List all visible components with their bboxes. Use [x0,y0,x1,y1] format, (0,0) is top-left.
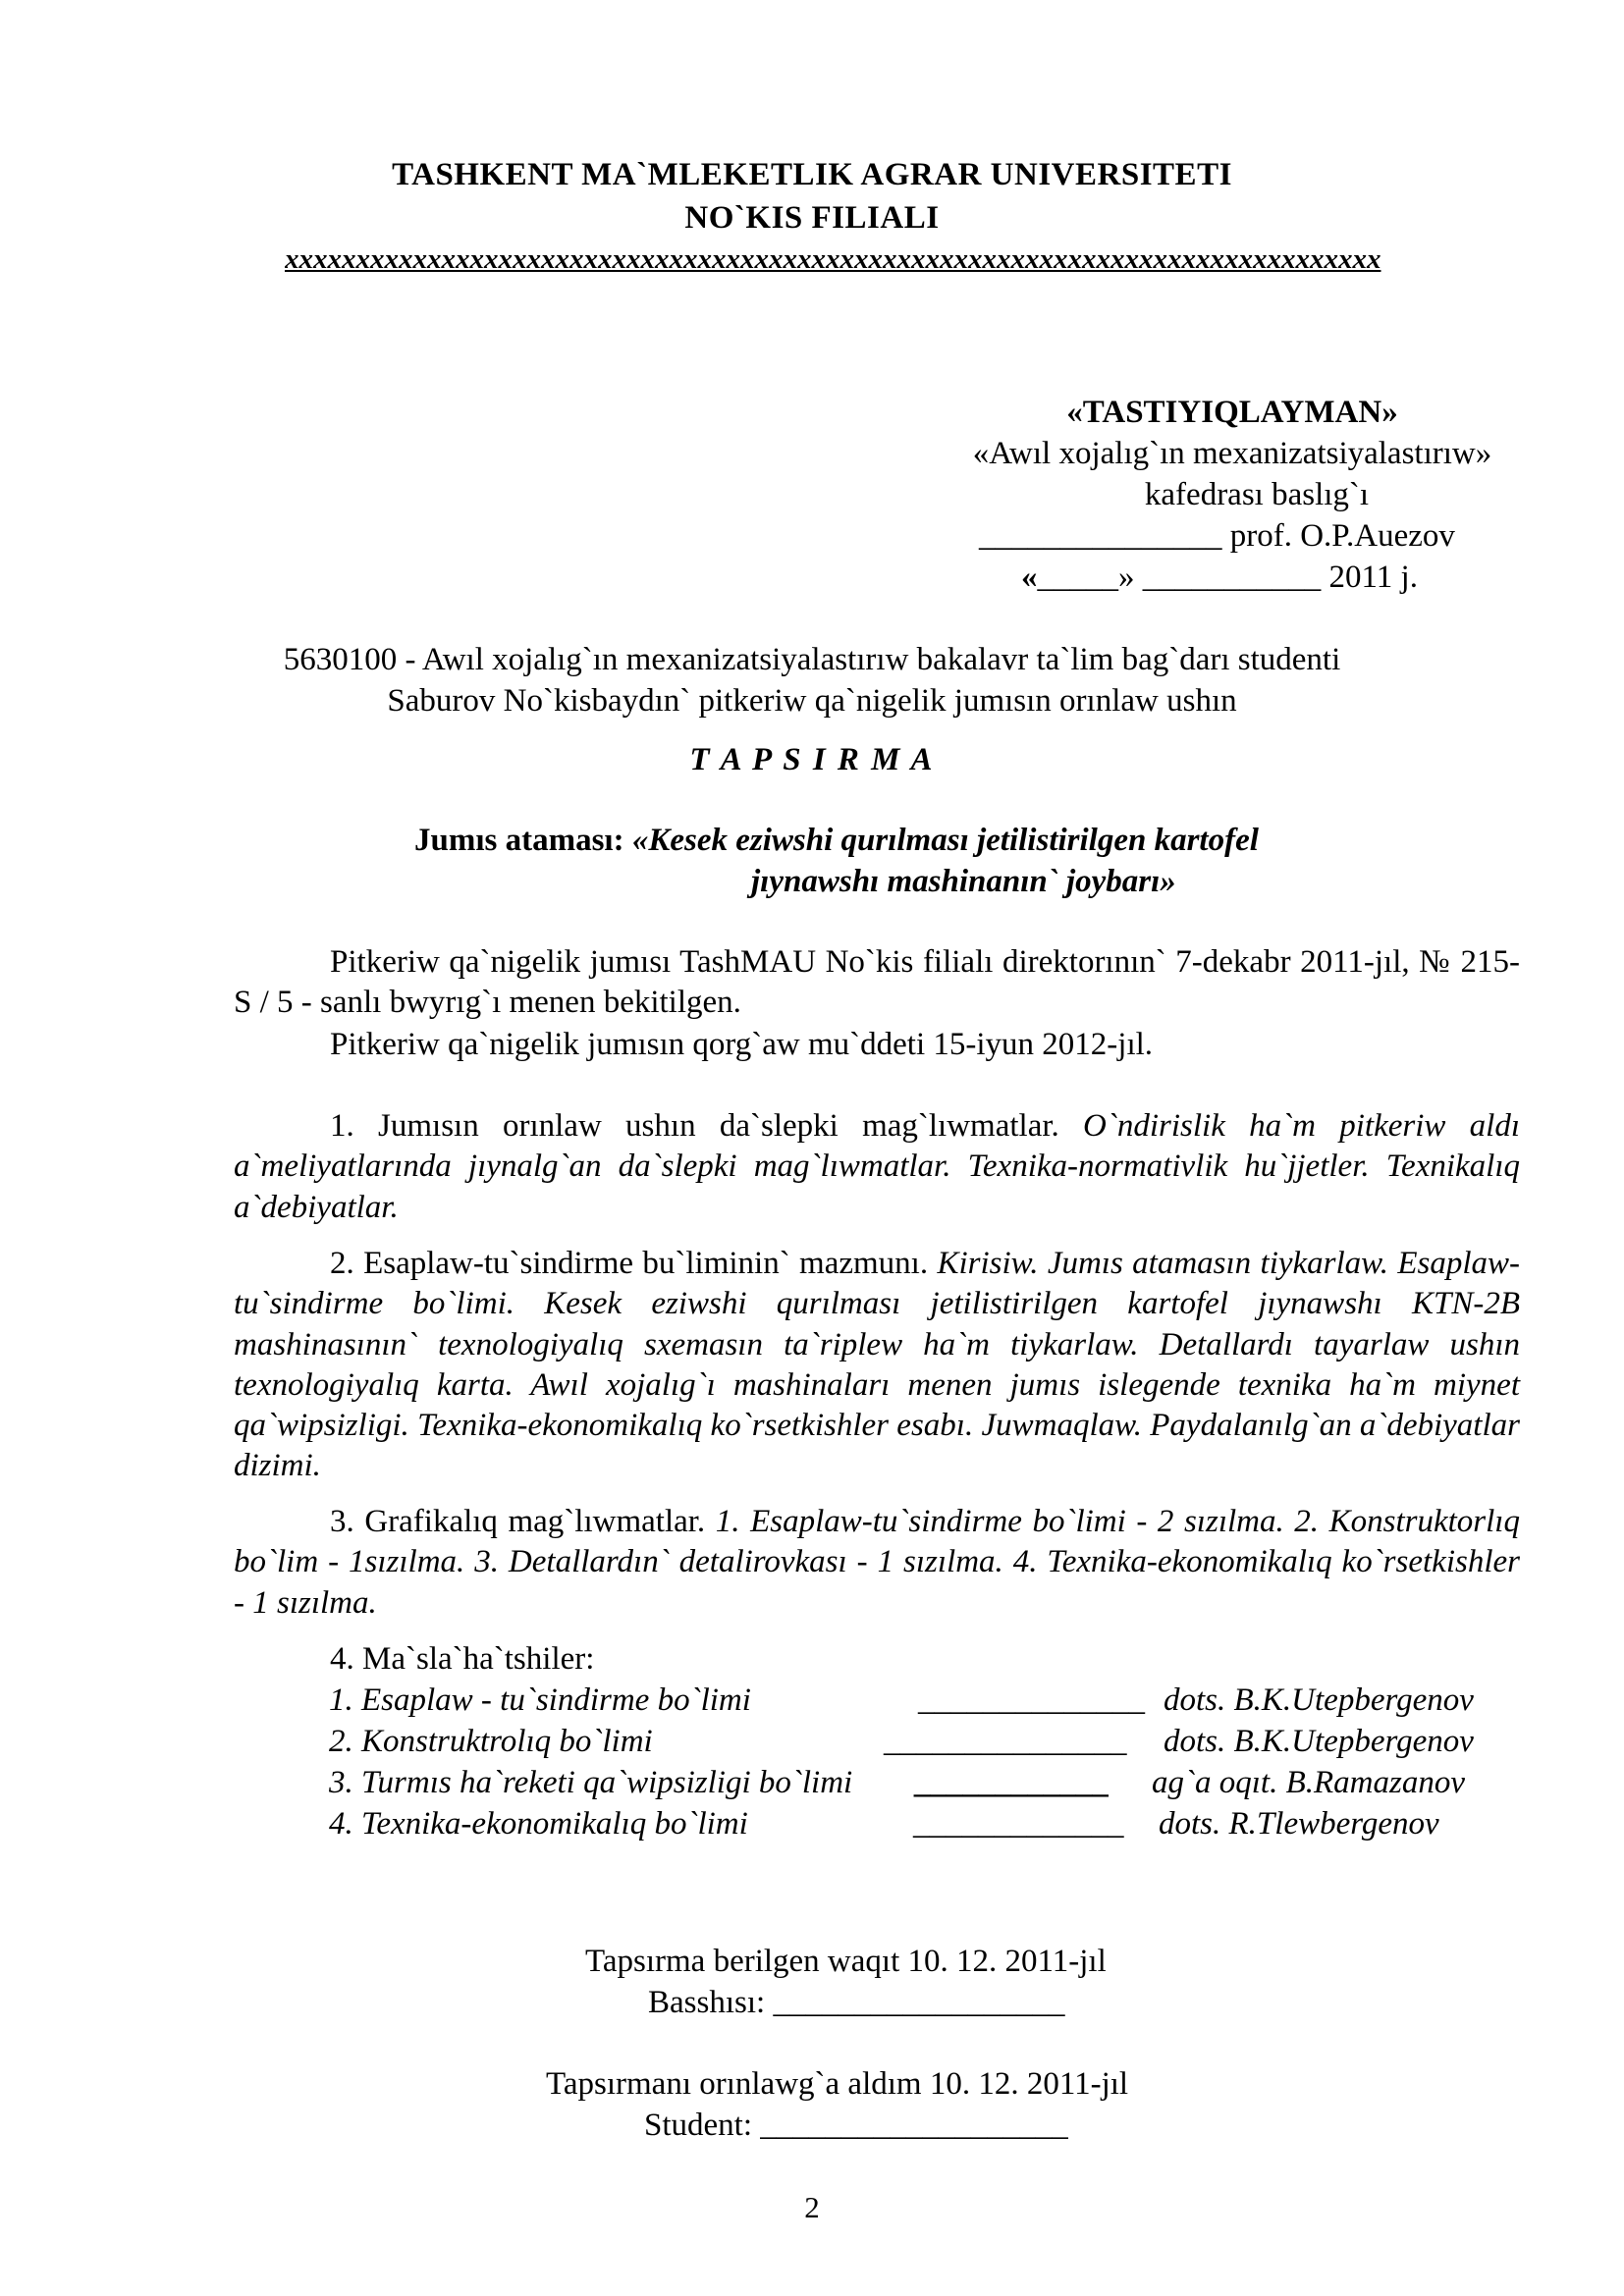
section-lead: 3. Grafikalıq mag`lıwmatlar. [330,1504,716,1539]
supervisor-signature: Basshısı: __________________ [648,1985,1065,2020]
approval-date-text: _____» ___________ 2011 j. [1037,560,1418,595]
section-body: 1. Esaplaw-tu`sindirme bo`limi - 2 sızılma. 2. Konstruktorlıq bo`lim - 1sızılma. 3. Detallardın` detalirovkası - 1 sızılma. 4. Texnika-ekonomikalıq ko`rsetkishler - 1 sızılma. [234,1504,1520,1621]
page-number: 2 [804,2190,820,2224]
consultant-part: 3. Turmıs ha`reketi qa`wipsizligi bo`limi [329,1765,853,1800]
consultant-signature-line: ______________ [918,1682,1145,1718]
consultant-name: dots. B.K.Utepbergenov [1164,1682,1474,1718]
approval-department: «Awıl xojalıg`ın mexanizatsiyalastırıw» [972,436,1492,471]
section-graphics [234,1502,1520,1624]
intro-line-2: Saburov No`kisbaydın` pitkeriw qa`nigelik jumısın orınlaw ushın [387,683,1237,719]
section-body: Kirisiw. Jumıs atamasın tiykarlaw. Esaplaw-tu`sindirme bo`limi. Kesek eziwshi qurılması jetilistirilgen kartofel jıynawshı KTN-2B mashinasının` texnologiyalıq sxemasın ta`riplew ha`m tiykarlaw. Detallardı tayarlaw ushın texnologiyalıq karta. Awıl xojalıg`ı mashinaları menen jumıs islegende texnika ha`m miynet qa`wipsizligi. Texnika-ekonomikalıq ko`rsetkishler esabı. Juwmaqlaw. Paydalanılg`an a`debiyatlar dizimi. [234,1246,1520,1484]
consultant-part: 4. Texnika-ekonomikalıq bo`limi [329,1806,748,1842]
approval-signature: _______________ prof. O.P.Auezov [979,518,1455,554]
section-lead: 2. Esaplaw-tu`sindirme bu`liminin` mazmunı. [330,1246,938,1281]
consultant-name: ag`a oqıt. B.Ramazanov [1152,1765,1465,1800]
student-signature: Student: ___________________ [644,2108,1068,2143]
section-contents [234,1244,1520,1487]
consultant-row [329,1804,1522,1845]
consultant-name: dots. B.K.Utepbergenov [1164,1724,1474,1759]
consultant-name: dots. R.Tlewbergenov [1159,1806,1439,1842]
consultants-heading: 4. Ma`sla`ha`tshiler: [330,1641,595,1677]
approval-date [1021,558,1418,598]
section-initial-data [234,1106,1520,1228]
task-accepted-date: Tapsırmanı orınlawg`a aldım 10. 12. 2011-jıl [546,2066,1129,2102]
work-title-value-continued: jıynawshı mashinanın` joybarı» [751,864,1176,899]
intro-line-1: 5630100 - Awıl xojalıg`ın mexanizatsiyalastırıw bakalavr ta`lim bag`darı studenti [283,642,1341,677]
deadline-text: Pitkeriw qa`nigelik jumısın qorg`aw mu`ddeti 15-iyun 2012-jıl. [330,1027,1154,1062]
task-given-date: Tapsırma berilgen waqıt 10. 12. 2011-jıl [585,1944,1107,1979]
header-divider: xxxxxxxxxxxxxxxxxxxxxxxxxxxxxxxxxxxxxxxxxxxxxxxxxxxxxxxxxxxxxxxxxxxxxxxxxxxxx [285,243,1381,275]
consultant-part: 2. Konstruktrolıq bo`limi [329,1724,653,1759]
consultant-signature-line: ____________ [916,1765,1110,1800]
document-title: T A P S I R M A [689,742,935,777]
work-title [414,821,1259,861]
consultant-part: 1. Esaplaw - tu`sindirme bo`limi [329,1682,751,1718]
approval-position: kafedrası baslıg`ı [1144,477,1370,512]
consultant-signature-line: _____________ [913,1806,1124,1842]
branch-name: NO`KIS FILIALI [684,200,940,236]
approval-title: «TASTIYIQLAYMAN» [1066,395,1398,430]
consultant-row [329,1681,1522,1722]
work-title-label: Jumıs ataması: [414,823,632,858]
section-lead: 1. Jumısın orınlaw ushın da`slepki mag`lıwmatlar. [330,1108,1084,1144]
consultant-row [329,1722,1522,1763]
order-text: Pitkeriw qa`nigelik jumısı TashMAU No`kis filialı direktorının` 7-dekabr 2011-jıl, № 215-S / 5 - sanlı bwyrıg`ı menen bekitilgen. [234,944,1520,1021]
consultant-signature-line: _______________ [884,1724,1127,1759]
university-name: TASHKENT MA`MLEKETLIK AGRAR UNIVERSITETI [392,157,1232,192]
work-title-value: «Kesek eziwshi qurılması jetilistirilgen kartofel [631,823,1259,858]
section-body: O`ndirislik ha`m pitkeriw aldı a`meliyatlarında jıynalg`an da`slepki mag`lıwmatlar. Texnika-normativlik hu`jjetler. Texnikalıq a`debiyatlar. [234,1108,1520,1225]
approval-date-quote: « [1021,560,1038,595]
consultant-row [329,1763,1522,1804]
